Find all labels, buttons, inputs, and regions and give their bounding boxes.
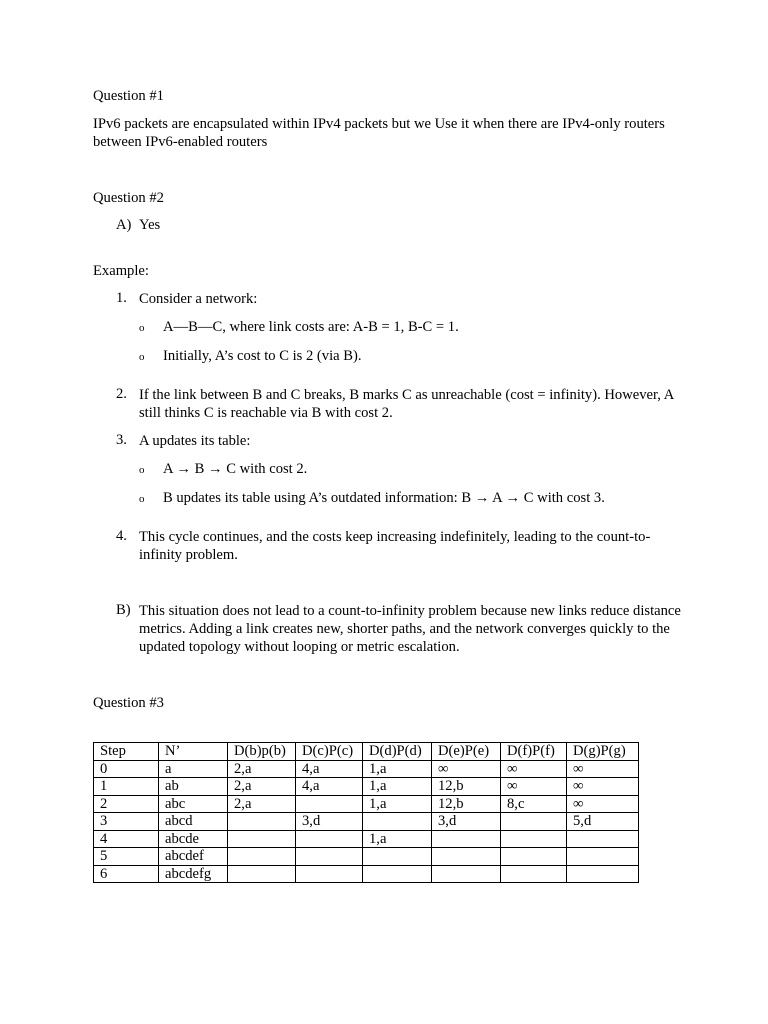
example-list xyxy=(93,290,683,564)
list-item-label: A updates its table: xyxy=(139,433,251,449)
bullet-item xyxy=(139,347,683,366)
table-cell xyxy=(432,865,501,883)
table-cell: 12,b xyxy=(432,795,501,813)
bullet-icon: o xyxy=(139,322,145,334)
list-item-text xyxy=(139,386,683,422)
table-cell xyxy=(501,848,567,866)
bullet-item xyxy=(139,489,683,508)
table-header-cell: N’ xyxy=(159,743,228,761)
question-1-title: Question #1 xyxy=(93,88,164,104)
bullet-text: B updates its table using A’s outdated information: B → A → C with cost 3. xyxy=(163,490,605,506)
table-header-cell: D(b)p(b) xyxy=(228,743,296,761)
table-cell: 2,a xyxy=(228,760,296,778)
table-cell xyxy=(296,865,363,883)
bullet-item xyxy=(139,460,683,479)
table-cell xyxy=(228,813,296,831)
table-cell: 4 xyxy=(94,830,159,848)
table-cell: 0 xyxy=(94,760,159,778)
table-cell: ∞ xyxy=(567,795,639,813)
table-cell: ∞ xyxy=(567,778,639,796)
table-cell: abcde xyxy=(159,830,228,848)
table-cell xyxy=(296,830,363,848)
answer-a-letter: A) xyxy=(116,217,132,233)
answer-a-text: Yes xyxy=(139,217,161,233)
table-cell: 1,a xyxy=(363,778,432,796)
bullet-text: Initially, A’s cost to C is 2 (via B). xyxy=(163,348,362,364)
table-cell: 6 xyxy=(94,865,159,883)
table-cell xyxy=(296,795,363,813)
table-row xyxy=(94,760,639,778)
table-cell: 5,d xyxy=(567,813,639,831)
bullet-icon: o xyxy=(139,464,145,476)
table-cell xyxy=(501,830,567,848)
distance-table xyxy=(93,742,639,883)
list-item xyxy=(93,290,683,376)
bullet-icon: o xyxy=(139,493,145,505)
table-cell: ∞ xyxy=(432,760,501,778)
table-cell xyxy=(567,848,639,866)
table-cell: 3,d xyxy=(296,813,363,831)
table-cell: 8,c xyxy=(501,795,567,813)
table-cell: 3 xyxy=(94,813,159,831)
table-header-cell: D(g)P(g) xyxy=(567,743,639,761)
list-item-row xyxy=(93,386,683,422)
bullet-list xyxy=(139,460,683,508)
table-row xyxy=(94,848,639,866)
table-cell: 4,a xyxy=(296,778,363,796)
question-3-title: Question #3 xyxy=(93,695,164,711)
table-header-cell: D(d)P(d) xyxy=(363,743,432,761)
answer-a xyxy=(116,217,683,234)
document-page xyxy=(93,87,683,883)
bullet-text: A—B—C, where link costs are: A-B = 1, B-C = 1. xyxy=(163,319,459,335)
table-cell: ∞ xyxy=(501,778,567,796)
table-cell: 12,b xyxy=(432,778,501,796)
table-cell: abc xyxy=(159,795,228,813)
table-cell xyxy=(228,848,296,866)
table-cell: 2,a xyxy=(228,795,296,813)
table-cell xyxy=(432,848,501,866)
list-item xyxy=(93,386,683,422)
table-cell: 5 xyxy=(94,848,159,866)
table-cell: 2 xyxy=(94,795,159,813)
table-cell xyxy=(363,848,432,866)
table-cell xyxy=(501,865,567,883)
list-item-text xyxy=(139,290,683,376)
list-item-text xyxy=(139,432,683,518)
table-cell: ∞ xyxy=(567,760,639,778)
list-item-number: 1. xyxy=(116,290,127,306)
answer-b xyxy=(116,602,683,656)
table-header-cell: Step xyxy=(94,743,159,761)
table-header-cell: D(c)P(c) xyxy=(296,743,363,761)
list-item-number: 2. xyxy=(116,386,127,402)
list-item-number: 4. xyxy=(116,528,127,544)
table-cell: 1 xyxy=(94,778,159,796)
answer-b-letter: B) xyxy=(116,602,131,618)
list-item-label: Consider a network: xyxy=(139,291,258,307)
table-cell: 1,a xyxy=(363,830,432,848)
table-cell: 1,a xyxy=(363,760,432,778)
table-cell: ∞ xyxy=(501,760,567,778)
table-cell: a xyxy=(159,760,228,778)
table-cell xyxy=(432,830,501,848)
table-cell: 2,a xyxy=(228,778,296,796)
table-cell xyxy=(228,830,296,848)
list-item-text xyxy=(139,528,683,564)
bullet-icon: o xyxy=(139,351,145,363)
table-header-cell: D(f)P(f) xyxy=(501,743,567,761)
answer-b-text: This situation does not lead to a count-to-infinity problem because new links reduce distance metrics. Adding a link creates new, shorter paths, and the network converges quickly to the updated topology without looping or metric escalation. xyxy=(139,603,681,655)
table-cell: abcdef xyxy=(159,848,228,866)
table-cell: abcd xyxy=(159,813,228,831)
question-1-answer: IPv6 packets are encapsulated within IPv4 packets but we Use it when there are IPv4-only routers between IPv6-enabled routers xyxy=(93,116,665,150)
table-row xyxy=(94,830,639,848)
table-cell xyxy=(296,848,363,866)
table-header-row xyxy=(94,743,639,761)
table-cell: 4,a xyxy=(296,760,363,778)
table-cell xyxy=(567,865,639,883)
table-cell xyxy=(501,813,567,831)
table-cell: abcdefg xyxy=(159,865,228,883)
table-row xyxy=(94,778,639,796)
table-row xyxy=(94,795,639,813)
table-row xyxy=(94,813,639,831)
example-title: Example: xyxy=(93,263,149,279)
table-cell xyxy=(363,865,432,883)
table-cell: 3,d xyxy=(432,813,501,831)
table-row xyxy=(94,865,639,883)
bullet-text: A → B → C with cost 2. xyxy=(163,461,308,477)
list-item-number: 3. xyxy=(116,432,127,448)
table-cell xyxy=(567,830,639,848)
table-header-cell: D(e)P(e) xyxy=(432,743,501,761)
list-item-label: This cycle continues, and the costs keep increasing indefinitely, leading to the count-to-infinity problem. xyxy=(139,529,651,563)
list-item-row xyxy=(93,528,683,564)
list-item xyxy=(93,432,683,518)
question-2-title: Question #2 xyxy=(93,190,164,206)
table-cell: ab xyxy=(159,778,228,796)
list-item-label: If the link between B and C breaks, B marks C as unreachable (cost = infinity). However, A still thinks C is reachable via B with cost 2. xyxy=(139,387,674,421)
bullet-list xyxy=(139,318,683,366)
list-item-row xyxy=(93,432,683,518)
bullet-item xyxy=(139,318,683,337)
list-item xyxy=(93,528,683,564)
table-cell xyxy=(363,813,432,831)
list-item-row xyxy=(93,290,683,376)
table-cell xyxy=(228,865,296,883)
table-cell: 1,a xyxy=(363,795,432,813)
